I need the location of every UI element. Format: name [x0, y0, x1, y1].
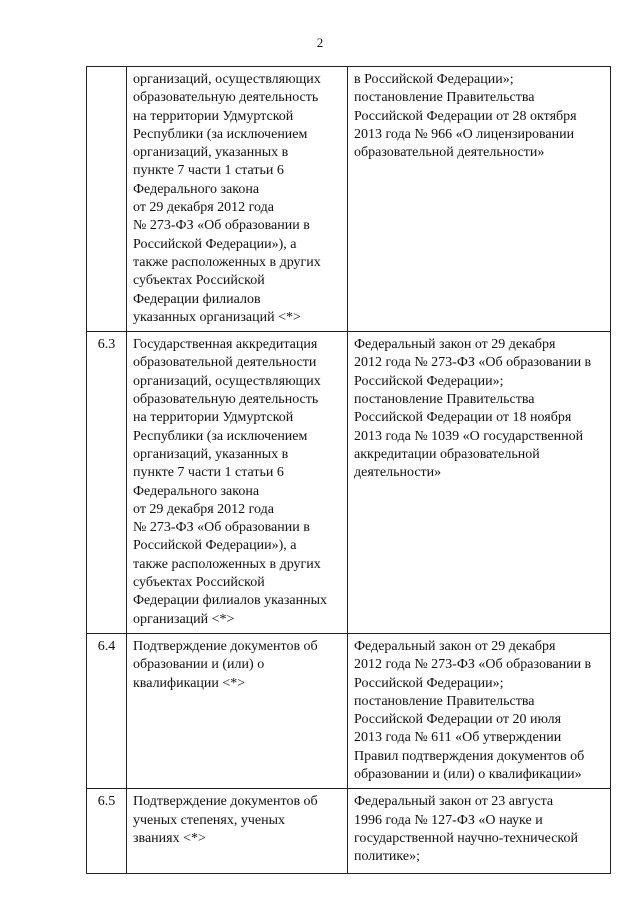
text-line: образовательную деятельность: [133, 392, 319, 408]
legal-basis-cell: [348, 67, 611, 332]
service-name-cell: [127, 67, 348, 332]
text-line: 2013 года № 1039 «О государственной: [354, 428, 584, 444]
row-number-cell: 6.4: [87, 633, 127, 788]
text-line: пункте 7 части 1 статьи 6: [133, 163, 284, 179]
text-line: квалификации <*>: [133, 675, 246, 691]
text-line: субъектах Российской: [133, 575, 265, 591]
text-line: Подтверждение документов об: [133, 638, 318, 654]
text-line: званиях <*>: [133, 830, 206, 846]
text-line: Подтверждение документов об: [133, 794, 318, 810]
legal-basis-cell: [348, 633, 611, 788]
text-line: № 273-ФЗ «Об образовании в: [133, 218, 310, 234]
row-number-cell: 6.5: [87, 789, 127, 874]
service-name-cell: [127, 332, 348, 634]
text-line: Федеральный закон от 29 декабря: [354, 337, 556, 353]
text-line: Российской Федерации от 28 октября: [354, 108, 577, 124]
text-line: указанных организаций <*>: [133, 309, 301, 325]
service-name-cell: [127, 789, 348, 874]
text-line: политике»;: [354, 849, 420, 865]
text-line: Российской Федерации»;: [354, 675, 504, 691]
text-line: Государственная аккредитация: [133, 337, 318, 353]
text-line: Правил подтверждения документов об: [354, 748, 585, 764]
text-line: Российской Федерации»), а: [133, 236, 297, 252]
text-line: 1996 года № 127-ФЗ «О науке и: [354, 812, 543, 828]
table-row: [87, 789, 611, 874]
text-line: организаций, указанных в: [133, 446, 289, 462]
page-number: 2: [316, 35, 324, 50]
services-table: [86, 66, 611, 874]
text-line: пункте 7 части 1 статьи 6: [133, 465, 284, 481]
table-row: [87, 633, 611, 788]
text-line: Федерации филиалов: [133, 291, 261, 307]
text-line: ученых степенях, ученых: [133, 812, 285, 828]
text-line: на территории Удмуртской: [133, 410, 294, 426]
text-line: организаций, осуществляющих: [133, 373, 321, 389]
text-line: от 29 декабря 2012 года: [133, 200, 274, 216]
text-line: 2013 года № 966 «О лицензировании: [354, 126, 575, 142]
text-line: Федерального закона: [133, 483, 260, 499]
text-line: образовательной деятельности»: [354, 145, 545, 161]
text-line: Республики (за исключением: [133, 126, 308, 142]
text-line: Российской Федерации»;: [354, 373, 504, 389]
table-row: [87, 67, 611, 332]
legal-basis-cell: [348, 789, 611, 874]
text-line: Федеральный закон от 23 августа: [354, 794, 554, 810]
text-line: аккредитации образовательной: [354, 446, 540, 462]
text-line: Республики (за исключением: [133, 428, 308, 444]
text-line: 2012 года № 273-ФЗ «Об образовании в: [354, 657, 592, 673]
text-line: образовательной деятельности: [133, 355, 317, 371]
text-line: 2013 года № 611 «Об утверждении: [354, 730, 562, 746]
table-row: [87, 332, 611, 634]
text-line: также расположенных в других: [133, 254, 321, 270]
legal-basis-cell: [348, 332, 611, 634]
text-line: в Российской Федерации»;: [354, 72, 514, 87]
text-line: № 273-ФЗ «Об образовании в: [133, 520, 310, 536]
text-line: Федерации филиалов указанных: [133, 593, 328, 609]
text-line: на территории Удмуртской: [133, 108, 294, 124]
text-line: Федерального закона: [133, 181, 260, 197]
text-line: образовании и (или) о квалификации»: [354, 766, 582, 782]
text-line: также расположенных в других: [133, 556, 321, 572]
text-line: постановление Правительства: [354, 90, 535, 106]
text-line: организаций, осуществляющих: [133, 72, 321, 87]
text-line: Федеральный закон от 29 декабря: [354, 638, 556, 654]
text-line: образовательную деятельность: [133, 90, 319, 106]
text-line: субъектах Российской: [133, 273, 265, 289]
text-line: Российской Федерации от 20 июля: [354, 712, 562, 728]
row-number-cell: [87, 67, 127, 332]
text-line: Российской Федерации от 18 ноября: [354, 410, 572, 426]
text-line: деятельности»: [354, 465, 442, 481]
service-name-cell: [127, 633, 348, 788]
row-number-cell: 6.3: [87, 332, 127, 634]
text-line: постановление Правительства: [354, 392, 535, 408]
text-line: организаций <*>: [133, 611, 235, 627]
text-line: образовании и (или) о: [133, 657, 265, 673]
text-line: от 29 декабря 2012 года: [133, 501, 274, 517]
text-line: Российской Федерации»), а: [133, 538, 297, 554]
text-line: государственной научно-технической: [354, 830, 578, 846]
text-line: организаций, указанных в: [133, 145, 289, 161]
text-line: 2012 года № 273-ФЗ «Об образовании в: [354, 355, 592, 371]
text-line: постановление Правительства: [354, 693, 535, 709]
